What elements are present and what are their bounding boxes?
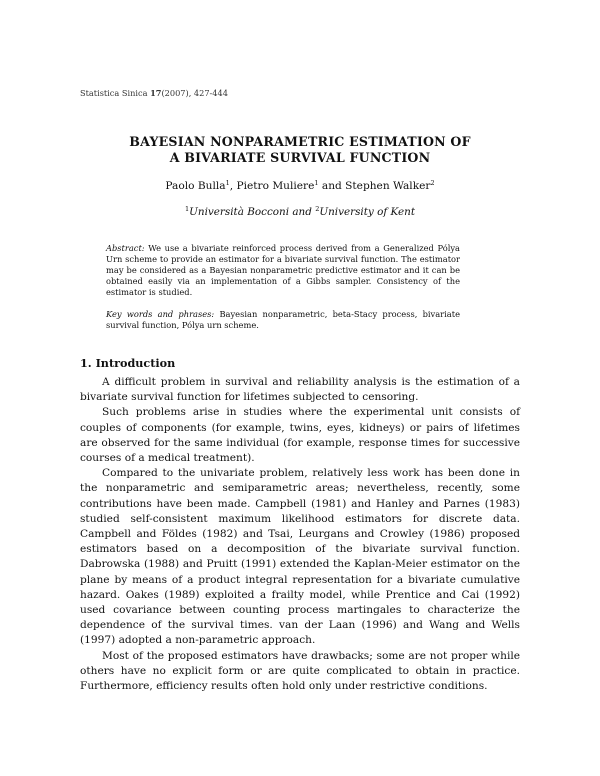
paragraph: Most of the proposed estimators have drawbacks; some are not proper while others have no explicit form or are quite complicated to obtain in practice. Furthermore, efficiency results often hold only under restrictive conditions. [80, 649, 520, 693]
running-header [80, 88, 228, 98]
author-separator: , [229, 180, 237, 192]
author-separator: and [318, 180, 346, 192]
affil-mark-2: 2 [315, 205, 320, 213]
paragraph: Compared to the univariate problem, relatively less work has been done in the nonparametric and semiparametric areas; nevertheless, recently, some contributions have been made. Campbell (1981) and Hanley and Parnes (1983) studied self-consistent maximum likelihood estimators for discrete data. Campbell and Földes (1982) and Tsai, Leurgans and Crowley (1986) proposed estimators based on a decomposition of the bivariate survival function. Dabrowska (1988) and Pruitt (1991) extended the Kaplan-Meier estimator on the plane by means of a product integral representation for a bivariate cumulative hazard. Oakes (1989) exploited a frailty model, while Prentice and Cai (1992) used covariance between counting process martingales to characterize the dependence of the survival times. van der Laan (1996) and Wang and Wells (1997) adopted a non-parametric approach. [80, 467, 520, 647]
keywords-text: Bayesian nonparametric, beta-Stacy process, bivariate survival function, Pólya urn scheme. [106, 309, 460, 331]
paragraph: A difficult problem in survival and reliability analysis is the estimation of a bivariate survival function for lifetimes subjected to censoring. [80, 376, 520, 404]
paper-title [80, 134, 520, 166]
title-line-1: BAYESIAN NONPARAMETRIC ESTIMATION OF [129, 134, 471, 149]
abstract-text: We use a bivariate reinforced process derived from a Generalized Pólya Urn scheme to provide an estimator for a bivariate survival function. The estimator may be considered as a Bayesian nonparametric predictive estimator and it can be obtained easily via an implementation of a Gibbs sampler. Consistency of the estimator is studied. [106, 243, 460, 298]
section-heading: 1. Introduction [80, 356, 176, 370]
affiliation-1: Università Bocconi and [189, 206, 316, 218]
author-2-affil-mark: 1 [314, 179, 319, 187]
affil-mark-1: 1 [185, 205, 190, 213]
keywords-label: Key words and phrases: [106, 309, 215, 319]
volume-number: 17 [150, 88, 162, 98]
author-1-affil-mark: 1 [225, 179, 230, 187]
author-2: Pietro Muliere [236, 180, 315, 192]
body-text [80, 375, 520, 694]
journal-name: Statistica Sinica [80, 88, 148, 98]
keywords [106, 309, 460, 331]
abstract-label: Abstract: [106, 243, 145, 253]
author-3-affil-mark: 2 [430, 179, 435, 187]
year-pages: (2007), 427-444 [161, 88, 228, 98]
paragraph: Such problems arise in studies where the experimental unit consists of couples of components (for example, twins, eyes, kidneys) or pairs of lifetimes are observed for the same individual (for example, response times for successive courses of a medical treatment). [80, 406, 520, 465]
affiliations [80, 205, 520, 218]
title-line-2: A BIVARIATE SURVIVAL FUNCTION [169, 150, 431, 165]
author-list [80, 179, 520, 192]
author-3: Stephen Walker [345, 180, 431, 192]
author-1: Paolo Bulla [165, 180, 226, 192]
abstract [106, 243, 460, 298]
affiliation-2: University of Kent [319, 206, 415, 218]
